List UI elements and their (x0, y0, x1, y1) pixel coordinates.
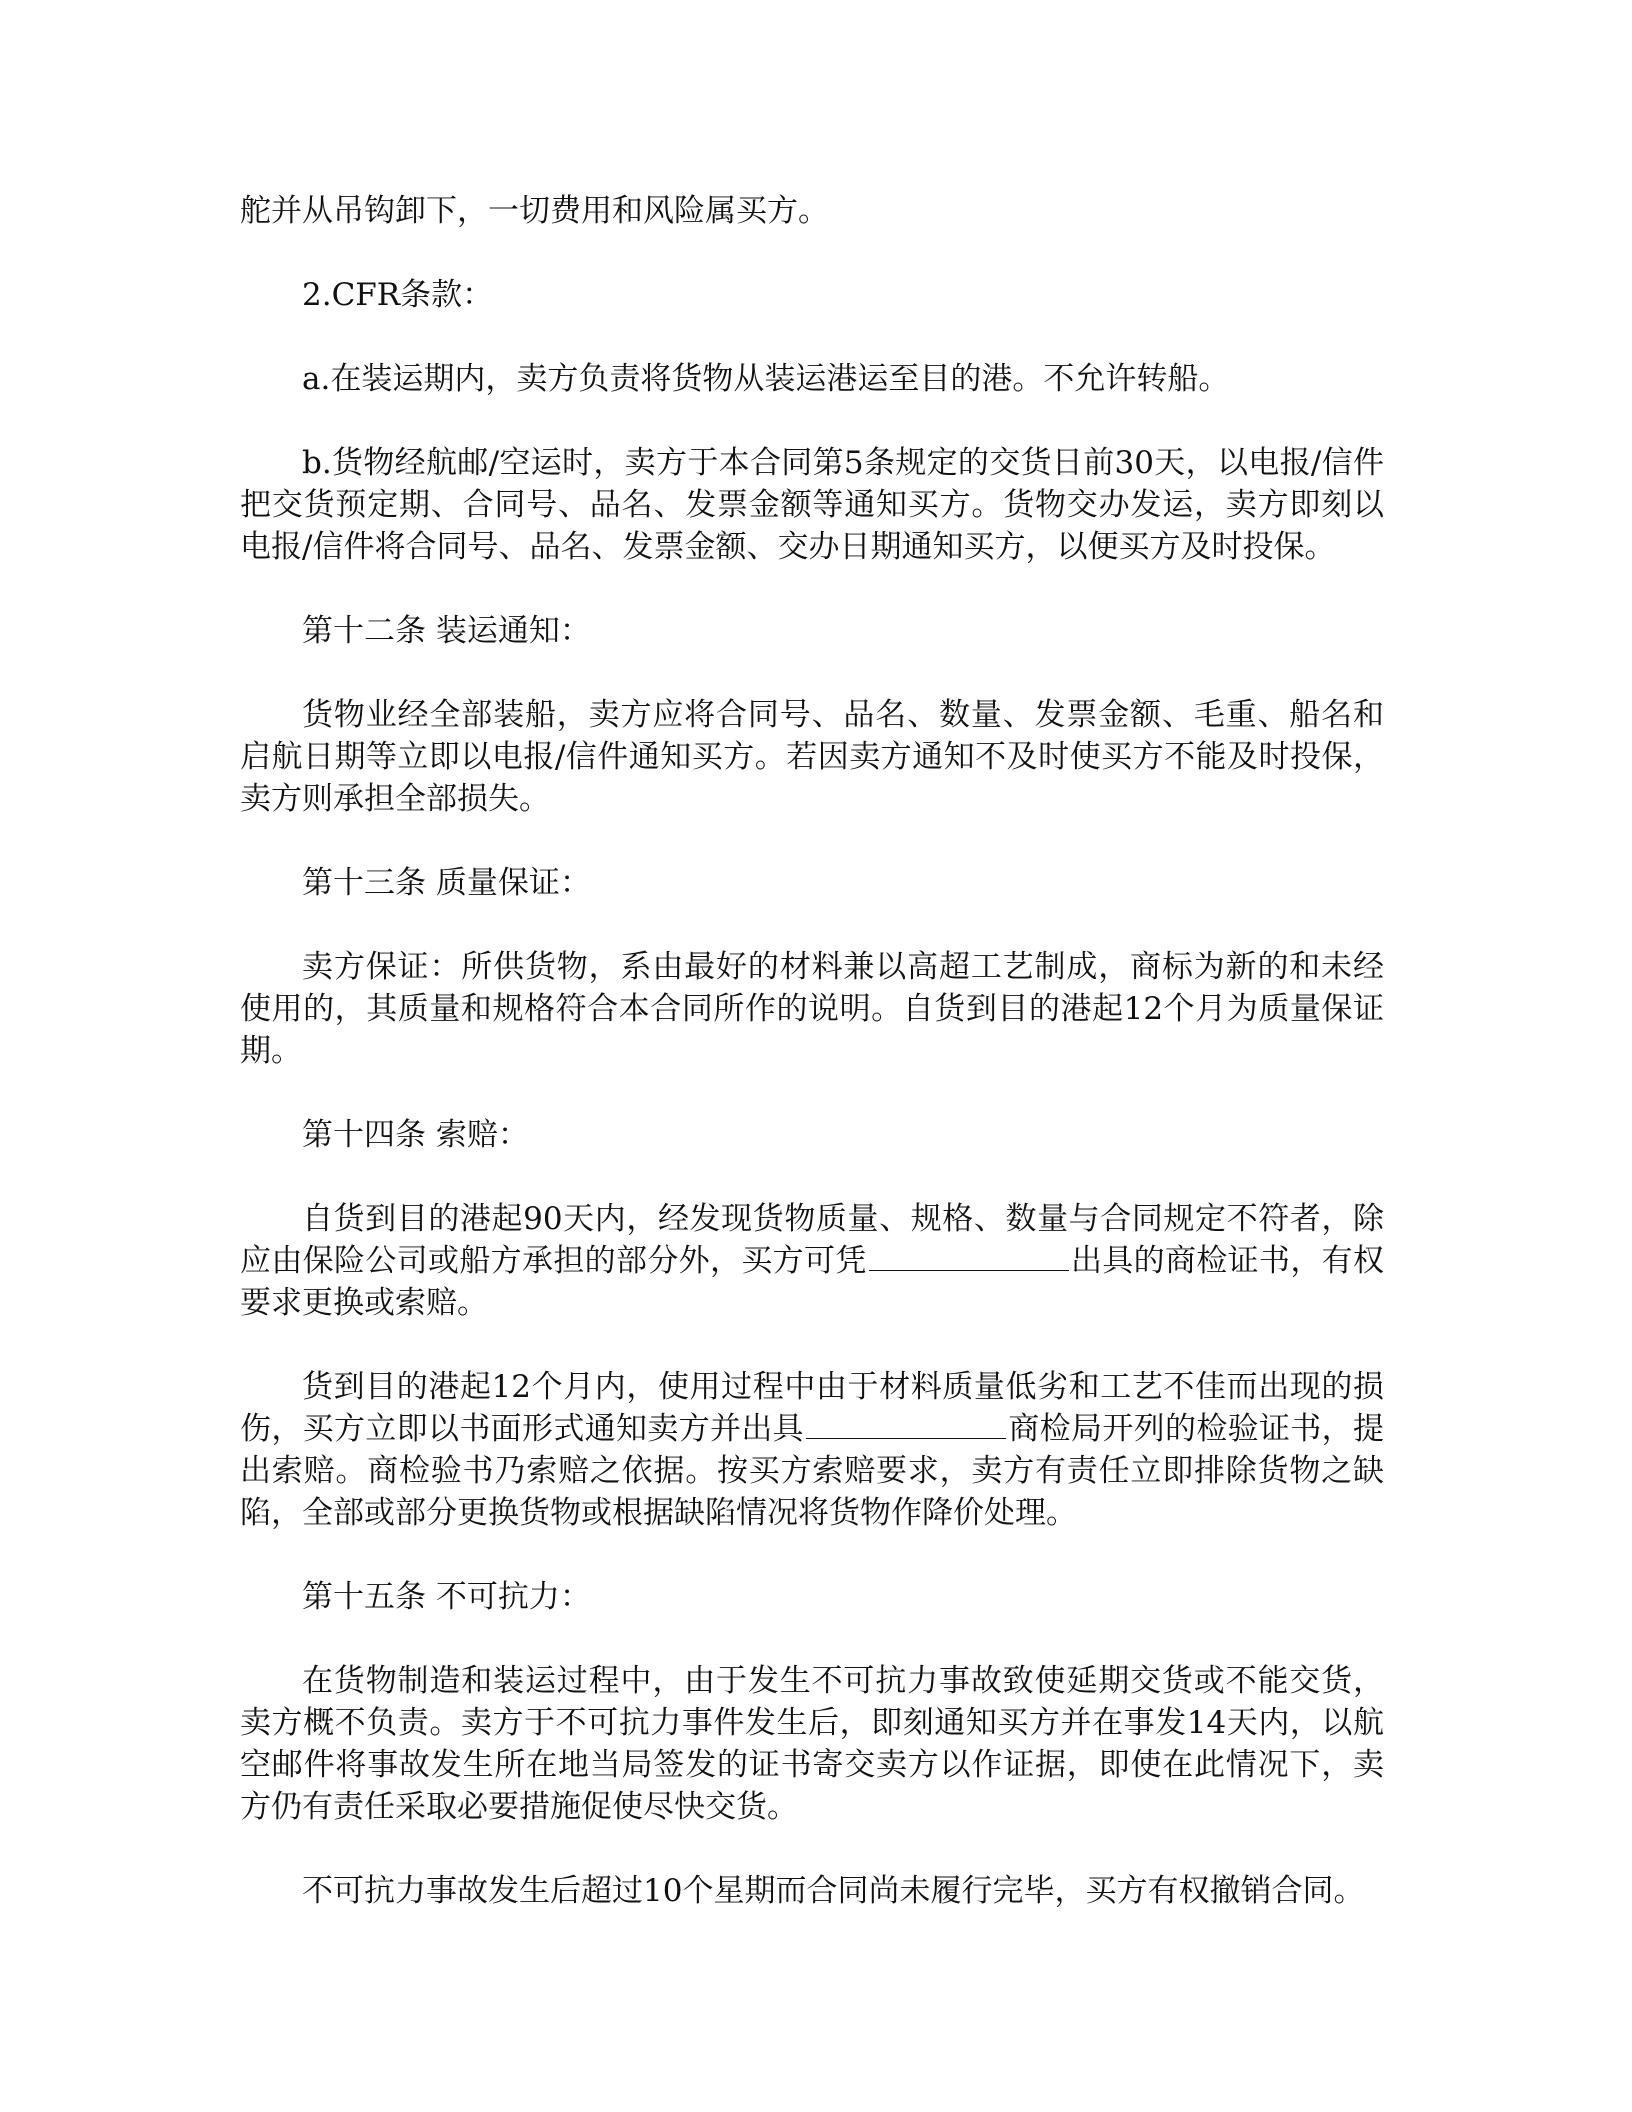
article-14-body-2 (240, 1366, 1384, 1534)
fill-in-blank[interactable] (869, 1244, 1069, 1271)
article-14-body-1 (240, 1198, 1384, 1324)
article-12-body: 货物业经全部装船，卖方应将合同号、品名、数量、发票金额、毛重、船名和启航日期等立即以电报/信件通知买方。若因卖方通知不及时使买方不能及时投保，卖方则承担全部损失。 (240, 697, 1384, 817)
article-14-heading: 第十四条 索赔： (302, 1117, 529, 1153)
paragraph-cfr-a: a.在装运期内，卖方负责将货物从装运港运至目的港。不允许转船。 (302, 361, 1230, 397)
article-14-body-1-after: 出具的商检证书，有权要求更换或索赔。 (240, 1243, 1385, 1321)
article-15-heading: 第十五条 不可抗力： (302, 1579, 591, 1615)
document-body (240, 190, 1384, 1954)
article-14-body-1-before: 自货到目的港起90天内，经发现货物质量、规格、数量与合同规定不符者，除应由保险公司或船方承担的部分外，买方可凭 (240, 1201, 1384, 1279)
paragraph-cfr-heading: 2.CFR条款： (302, 277, 494, 313)
paragraph-cfr-b: b.货物经航邮/空运时，卖方于本合同第5条规定的交货日前30天，以电报/信件把交货预定期、合同号、品名、发票金额等通知买方。货物交办发运，卖方即刻以电报/信件将合同号、品名、发票金额、交办日期通知买方，以便买方及时投保。 (240, 445, 1384, 565)
fill-in-blank[interactable] (806, 1412, 1006, 1439)
article-13-heading: 第十三条 质量保证： (302, 865, 591, 901)
paragraph-continuation: 舵并从吊钩卸下，一切费用和风险属买方。 (240, 193, 829, 229)
article-15-body-1: 在货物制造和装运过程中，由于发生不可抗力事故致使延期交货或不能交货，卖方概不负责。卖方于不可抗力事件发生后，即刻通知买方并在事发14天内，以航空邮件将事故发生所在地当局签发的证书寄交卖方以作证据，即使在此情况下，卖方仍有责任采取必要措施促使尽快交货。 (240, 1663, 1384, 1825)
article-12-heading: 第十二条 装运通知： (302, 613, 591, 649)
article-14-body-2-before: 货到目的港起12个月内，使用过程中由于材料质量低劣和工艺不佳而出现的损伤，买方立即以书面形式通知卖方并出具 (240, 1369, 1384, 1447)
article-15-body-2: 不可抗力事故发生后超过10个星期而合同尚未履行完毕，买方有权撤销合同。 (302, 1873, 1365, 1909)
article-13-body: 卖方保证：所供货物，系由最好的材料兼以高超工艺制成，商标为新的和未经使用的，其质量和规格符合本合同所作的说明。自货到目的港起12个月为质量保证期。 (240, 949, 1384, 1069)
article-14-body-2-after: 商检局开列的检验证书，提出索赔。商检验书乃索赔之依据。按买方索赔要求，卖方有责任立即排除货物之缺陷，全部或部分更换货物或根据缺陷情况将货物作降价处理。 (240, 1411, 1384, 1531)
